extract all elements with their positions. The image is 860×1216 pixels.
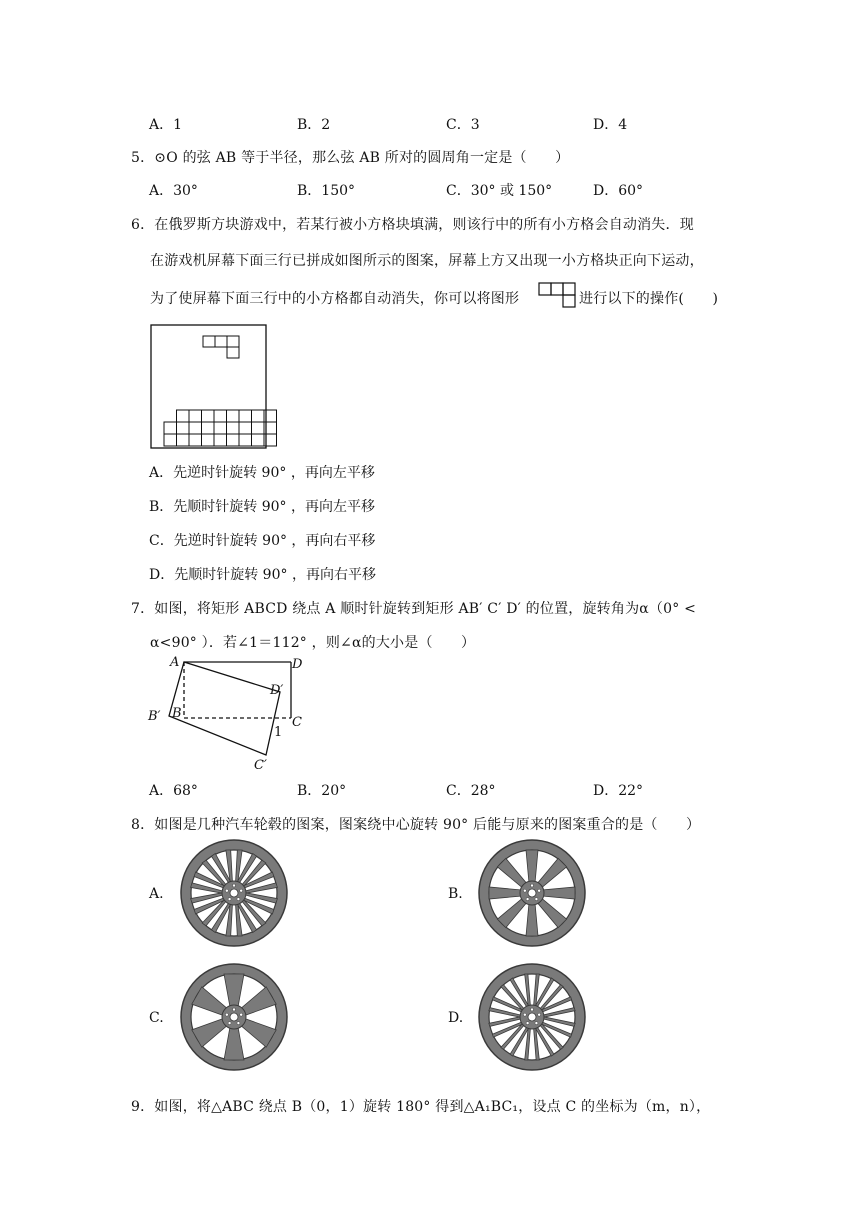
q5-option-a: A．30° [149,183,198,199]
q6-line3a: 为了使屏幕下面三行中的小方格都自动消失，你可以将图形 [150,291,520,307]
q8-label-a: A. [149,886,164,902]
wheel-lug-nut [538,889,541,892]
wheel-lug-nut [526,898,529,901]
q4-option-c: C．3 [446,117,480,133]
q9-stem: 9．如图，将△ABC 绕点 B（0，1）旋转 180° 得到△A₁BC₁，设点 C 的坐标为（m，n）， [131,1099,711,1115]
wheel-center-cap [230,889,238,897]
wheel-lug-nut [531,884,534,887]
wheel-lug-nut [523,889,526,892]
q4-option-a: A．1 [149,117,183,133]
q5-option-c: C．30° 或 150° [446,183,553,199]
q4-option-d: D．4 [593,117,628,133]
label-1: 1 [274,725,283,740]
wheel-center-cap [528,1013,536,1021]
q6-line2: 在游戏机屏幕下面三行已拼成如图所示的图案，屏幕上方又出现一小方格块正向下运动， [150,253,704,269]
q7-option-b: B．20° [297,783,347,799]
q8-label-b: B. [448,886,463,902]
wheel-lug-nut [535,898,538,901]
q7-option-a: A．68° [149,783,198,799]
q6-inline-tetromino [538,282,578,312]
wheel-lug-nut [523,1013,526,1016]
wheel-lug-nut [228,898,231,901]
wheel-lug-nut [233,884,236,887]
wheel-lug-nut [237,1022,240,1025]
q7-line1: 7．如图，将矩形 ABCD 绕点 A 顺时针旋转到矩形 AB′ C′ D′ 的位置，旋转角为α（0° < [131,601,697,617]
q6-line3b: 进行以下的操作( ) [579,291,719,307]
q6-option-a: A．先逆时针旋转 90° ，再向左平移 [149,465,375,481]
q6-option-c: C．先逆时针旋转 90° ，再向右平移 [149,533,376,549]
wheel-lug-nut [237,898,240,901]
label-Dp: D′ [270,683,284,698]
q7-option-c: C．28° [446,783,496,799]
label-A: A [170,655,180,670]
rectangle-rotation-figure [146,654,316,772]
q6-option-d: D．先顺时针旋转 90° ，再向右平移 [149,567,376,583]
label-Bp: B′ [148,709,161,724]
wheel-b [476,839,588,947]
wheel-c [178,963,290,1071]
q8-label-d: D. [448,1010,464,1026]
label-Cp: C′ [254,758,267,773]
q4-option-b: B．2 [297,117,331,133]
tetris-figure [150,324,268,450]
q8-stem: 8．如图是几种汽车轮毂的图案，图案绕中心旋转 90° 后能与原来的图案重合的是（ ） [131,817,701,833]
q5-stem: 5．⊙O 的弦 AB 等于半径，那么弦 AB 所对的圆周角一定是（ ） [131,150,570,166]
q6-line1: 6．在俄罗斯方块游戏中，若某行被小方格块填满，则该行中的所有小方格会自动消失．现 [131,217,694,233]
q5-option-b: B．150° [297,183,356,199]
q7-option-d: D．22° [593,783,644,799]
label-B: B [172,706,182,721]
q6-option-b: B．先顺时针旋转 90° ，再向左平移 [149,499,376,515]
label-C: C [292,715,302,730]
wheel-lug-nut [225,1013,228,1016]
q7-line2: α<90° ）．若∠1＝112° ，则∠α的大小是（ ） [150,635,476,651]
wheel-lug-nut [233,1008,236,1011]
label-D: D [292,657,303,672]
wheel-lug-nut [240,1013,243,1016]
wheel-lug-nut [526,1022,529,1025]
q8-label-c: C. [149,1010,164,1026]
wheel-d [476,963,588,1071]
wheel-lug-nut [225,889,228,892]
wheel-lug-nut [535,1022,538,1025]
wheel-lug-nut [531,1008,534,1011]
wheel-lug-nut [240,889,243,892]
wheel-center-cap [230,1013,238,1021]
wheel-center-cap [528,889,536,897]
q5-option-d: D．60° [593,183,644,199]
wheel-lug-nut [538,1013,541,1016]
wheel-lug-nut [228,1022,231,1025]
wheel-a [178,839,290,947]
